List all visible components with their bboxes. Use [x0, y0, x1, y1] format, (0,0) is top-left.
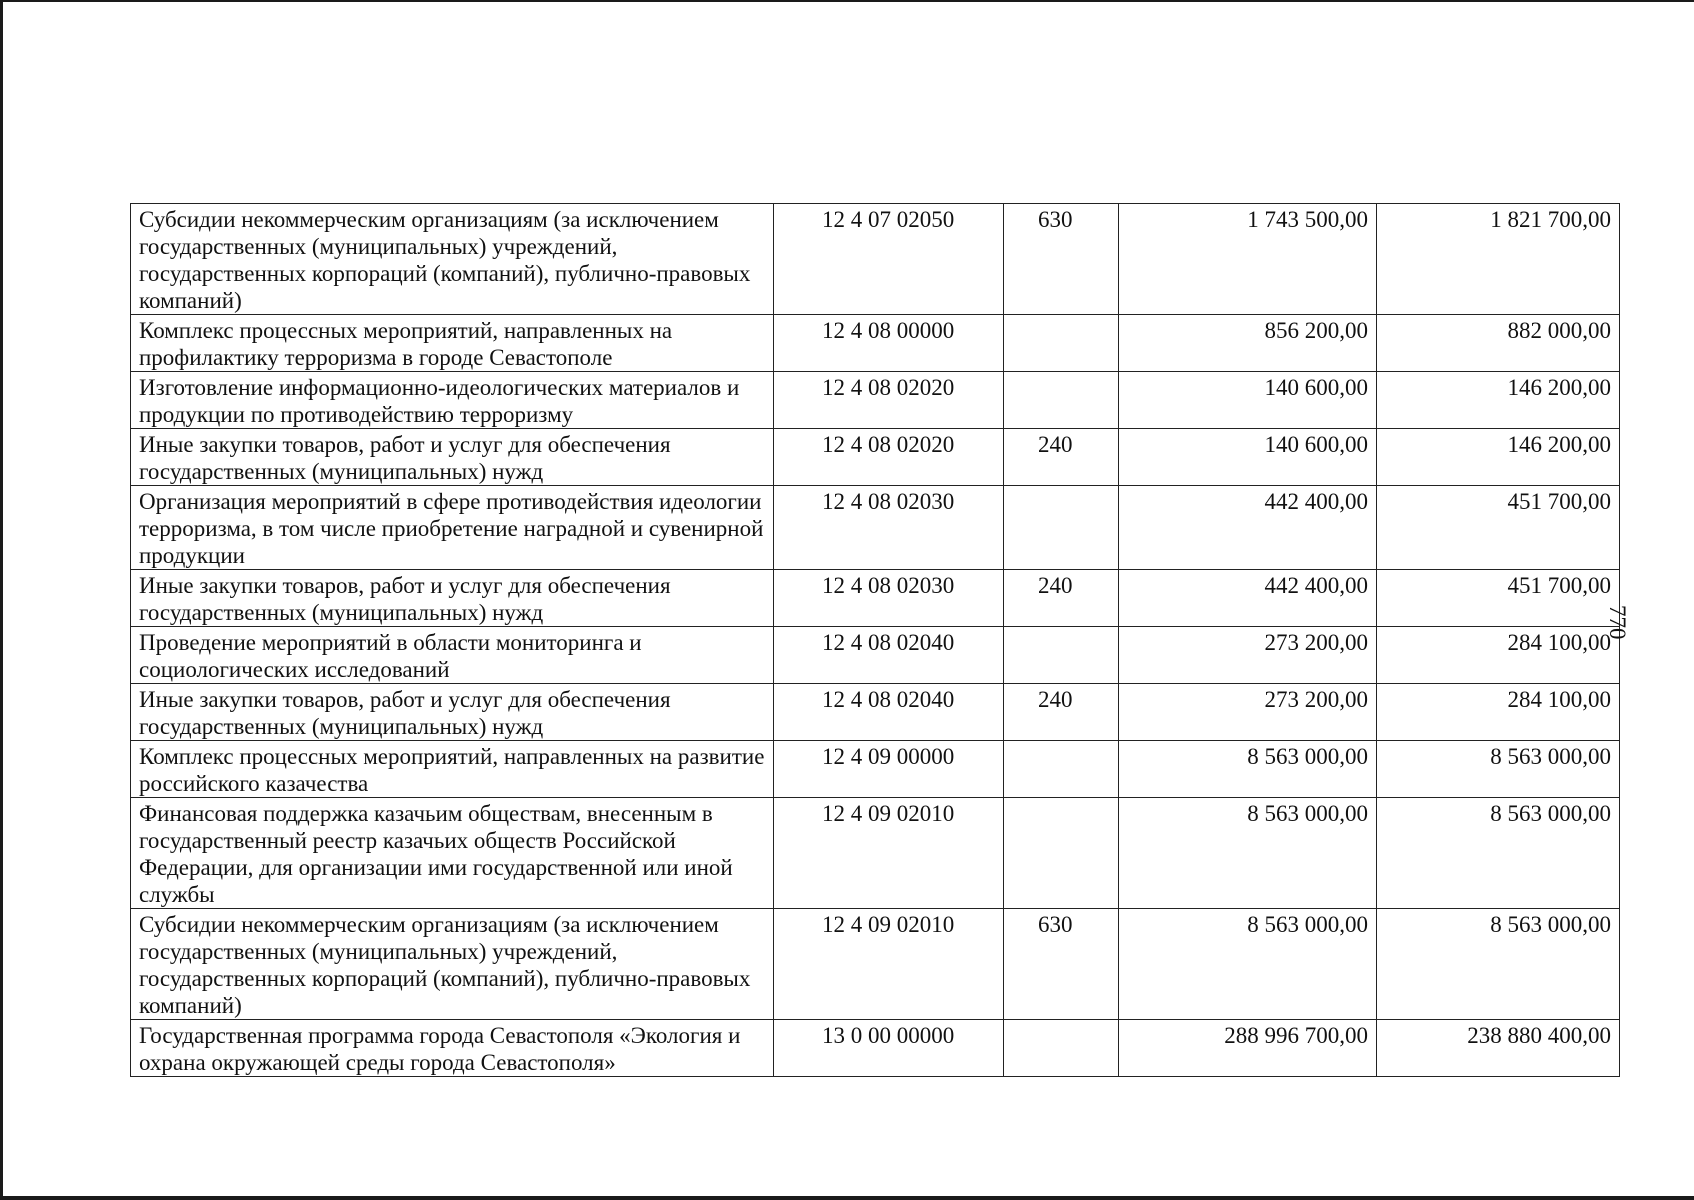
row-name: Государственная программа города Севастополя «Экология и охрана окружающей среды города Севастополя» [131, 1020, 774, 1077]
row-name: Организация мероприятий в сфере противодействия идеологии терроризма, в том числе приобретение наградной и сувенирной продукции [131, 486, 774, 570]
table-row [131, 204, 1620, 315]
scan-edge-top [0, 0, 1694, 2]
row-kvr: 240 [1004, 570, 1119, 627]
row-name: Иные закупки товаров, работ и услуг для обеспечения государственных (муниципальных) нужд [131, 429, 774, 486]
table-row [131, 570, 1620, 627]
row-sum-1: 288 996 700,00 [1119, 1020, 1377, 1077]
table-row [131, 486, 1620, 570]
row-kvr [1004, 1020, 1119, 1077]
row-sum-1: 442 400,00 [1119, 486, 1377, 570]
row-code: 12 4 08 02040 [774, 684, 1004, 741]
table-row [131, 798, 1620, 909]
row-code: 12 4 09 00000 [774, 741, 1004, 798]
row-code: 12 4 09 02010 [774, 798, 1004, 909]
row-code: 12 4 07 02050 [774, 204, 1004, 315]
row-kvr: 240 [1004, 684, 1119, 741]
row-sum-2: 1 821 700,00 [1377, 204, 1620, 315]
row-sum-2: 451 700,00 [1377, 486, 1620, 570]
row-kvr: 630 [1004, 204, 1119, 315]
row-name: Комплекс процессных мероприятий, направленных на развитие российского казачества [131, 741, 774, 798]
row-sum-2: 284 100,00 [1377, 684, 1620, 741]
row-code: 12 4 08 02030 [774, 570, 1004, 627]
row-name: Изготовление информационно-идеологических материалов и продукции по противодействию терроризму [131, 372, 774, 429]
row-sum-1: 856 200,00 [1119, 315, 1377, 372]
table-row [131, 741, 1620, 798]
row-sum-2: 146 200,00 [1377, 372, 1620, 429]
row-sum-2: 882 000,00 [1377, 315, 1620, 372]
row-sum-2: 8 563 000,00 [1377, 798, 1620, 909]
row-name: Субсидии некоммерческим организациям (за исключением государственных (муниципальных) учреждений, государственных корпораций (компаний), публично-правовых компаний) [131, 909, 774, 1020]
table-row [131, 372, 1620, 429]
row-code: 12 4 08 02020 [774, 372, 1004, 429]
row-code: 12 4 08 02040 [774, 627, 1004, 684]
row-sum-2: 238 880 400,00 [1377, 1020, 1620, 1077]
row-sum-1: 8 563 000,00 [1119, 798, 1377, 909]
row-name: Проведение мероприятий в области мониторинга и социологических исследований [131, 627, 774, 684]
row-sum-2: 146 200,00 [1377, 429, 1620, 486]
row-sum-1: 8 563 000,00 [1119, 909, 1377, 1020]
row-code: 12 4 09 02010 [774, 909, 1004, 1020]
page-number: 770 [1605, 605, 1630, 640]
budget-table [130, 203, 1620, 1077]
row-kvr [1004, 315, 1119, 372]
row-sum-1: 140 600,00 [1119, 372, 1377, 429]
scan-edge-bottom [0, 1196, 1694, 1200]
row-sum-1: 273 200,00 [1119, 684, 1377, 741]
row-code: 12 4 08 00000 [774, 315, 1004, 372]
row-kvr [1004, 486, 1119, 570]
row-name: Иные закупки товаров, работ и услуг для обеспечения государственных (муниципальных) нужд [131, 684, 774, 741]
row-code: 13 0 00 00000 [774, 1020, 1004, 1077]
row-kvr [1004, 372, 1119, 429]
row-sum-2: 8 563 000,00 [1377, 909, 1620, 1020]
row-kvr [1004, 798, 1119, 909]
row-sum-1: 1 743 500,00 [1119, 204, 1377, 315]
row-kvr: 630 [1004, 909, 1119, 1020]
row-name: Финансовая поддержка казачьим обществам, внесенным в государственный реестр казачьих обществ Российской Федерации, для организации ими государственной или иной службы [131, 798, 774, 909]
table-row [131, 627, 1620, 684]
row-code: 12 4 08 02020 [774, 429, 1004, 486]
table-row [131, 909, 1620, 1020]
table-row [131, 315, 1620, 372]
row-sum-1: 273 200,00 [1119, 627, 1377, 684]
row-sum-2: 284 100,00 [1377, 627, 1620, 684]
row-name: Иные закупки товаров, работ и услуг для обеспечения государственных (муниципальных) нужд [131, 570, 774, 627]
row-kvr: 240 [1004, 429, 1119, 486]
row-kvr [1004, 741, 1119, 798]
row-name: Комплекс процессных мероприятий, направленных на профилактику терроризма в городе Севастополе [131, 315, 774, 372]
row-name: Субсидии некоммерческим организациям (за исключением государственных (муниципальных) учреждений, государственных корпораций (компаний), публично-правовых компаний) [131, 204, 774, 315]
row-sum-1: 140 600,00 [1119, 429, 1377, 486]
row-code: 12 4 08 02030 [774, 486, 1004, 570]
row-sum-2: 8 563 000,00 [1377, 741, 1620, 798]
table-row [131, 1020, 1620, 1077]
scan-edge-left [0, 0, 3, 1200]
row-kvr [1004, 627, 1119, 684]
table-row [131, 429, 1620, 486]
row-sum-1: 442 400,00 [1119, 570, 1377, 627]
row-sum-2: 451 700,00 [1377, 570, 1620, 627]
table-row [131, 684, 1620, 741]
row-sum-1: 8 563 000,00 [1119, 741, 1377, 798]
